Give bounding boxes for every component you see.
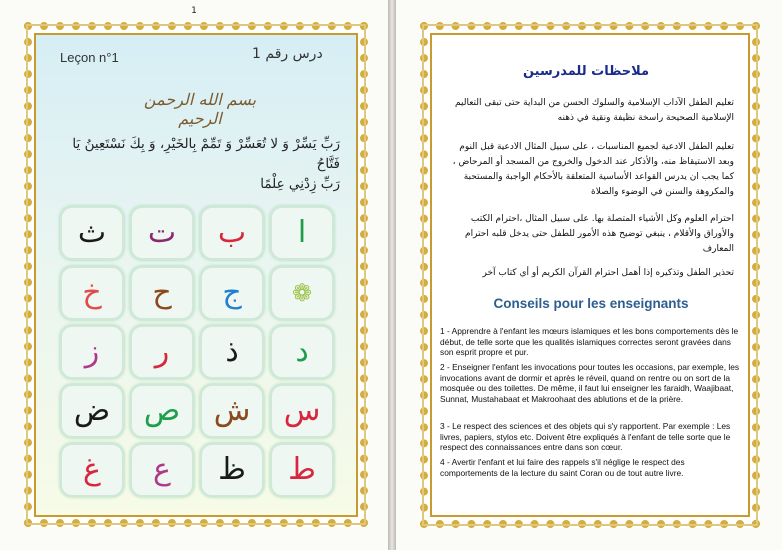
arabic-letter: ح <box>152 275 172 310</box>
arabic-letter: د <box>295 334 309 369</box>
letter-tile <box>200 443 264 497</box>
arabic-letter: س <box>283 393 321 428</box>
arabic-letter: ت <box>147 215 177 250</box>
basmala-calligraphy: بسم الله الرحمن الرحيم <box>143 90 257 128</box>
arabic-letter: ث <box>77 215 107 250</box>
arabic-letter: ج <box>222 275 242 310</box>
arabic-letter: ش <box>213 393 251 428</box>
page-number: 1 <box>191 6 197 16</box>
ar-paragraph-3: احترام العلوم وكل الأشياء المتصلة بها. على سبيل المثال ،احترام الكتب والأوراق والأقلام ، ينبغي توضيح هذه الأمور للطفل حتى يدخل قلبه احترام المعارف <box>465 214 734 254</box>
lesson-title-fr: Leçon n°1 <box>60 50 119 65</box>
letter-tile <box>200 384 264 438</box>
letter-tile <box>60 206 124 260</box>
notes-title-ar: ملاحظات للمدرسين <box>522 64 650 79</box>
letter-tile-ornament <box>270 266 334 320</box>
fr-paragraph-4: 4 - Avertir l'enfant et lui faire des rappels s'il néglige le respect des comportements de la lecture du saint Coran ou de tout autre livre. <box>440 457 685 478</box>
arabic-letter: ر <box>154 334 170 369</box>
letter-tile <box>270 384 334 438</box>
flower-ornament-icon: ❁ <box>291 279 313 307</box>
letter-tile <box>130 206 194 260</box>
dua-text <box>50 134 340 194</box>
left-page <box>0 0 388 550</box>
letter-tile <box>60 384 124 438</box>
book-gutter <box>388 0 396 550</box>
letter-grid <box>58 204 336 500</box>
right-page <box>396 0 782 550</box>
arabic-letter: ظ <box>218 452 246 487</box>
letter-tile <box>60 266 124 320</box>
letter-tile <box>130 325 194 379</box>
ar-paragraph-4: تحذير الطفل وتذكيره إذا أهمل احترام القرآن الكريم أو أي كتاب آخر <box>482 268 734 278</box>
arabic-letter: ض <box>73 393 111 428</box>
arabic-letter: ط <box>288 452 316 487</box>
fr-paragraph-1: 1 - Apprendre à l'enfant les mœurs islamiques et les bons comportements dès le début, de telle sorte que les qualités islamiques correctes seront gravées dans son esprit propre et pur. <box>440 326 739 358</box>
letter-tile <box>60 325 124 379</box>
letter-tile <box>200 266 264 320</box>
ar-paragraph-2: تعليم الطفل الادعية لجميع المناسبات ، على سبيل المثال الادعية قبل النوم وبعد الاستيقاظ منه، والأذكار عند الدخول والخروج من المسجد أو المرحاض ، كما يجب ان يدرس القواعد الأساسية المتعلقة بالأحكام الواجبة والمستحبة والمكروهة والسنن في الوضوء والصلاة <box>452 142 734 197</box>
letter-tile <box>200 325 264 379</box>
letter-tile <box>270 443 334 497</box>
arabic-letter: ب <box>217 215 247 250</box>
dua-line-2: رَبِّ زِدْنِي عِلْمًا <box>260 176 340 192</box>
ar-paragraph-1: تعليم الطفل الآداب الإسلامية والسلوك الحسن من البداية حتى تبقى التعاليم الإسلامية الصحيحة راسخة نظيفة ونقية في ذهنه <box>455 98 734 123</box>
notes-title-fr: Conseils pour les enseignants <box>493 296 689 311</box>
arabic-letter: ا <box>297 215 307 250</box>
letter-tile <box>270 325 334 379</box>
letter-tile <box>200 206 264 260</box>
arabic-letter: ص <box>143 393 181 428</box>
arabic-letter: ع <box>153 452 171 487</box>
arabic-letter: خ <box>82 275 102 310</box>
letter-tile <box>60 443 124 497</box>
letter-tile <box>130 443 194 497</box>
arabic-letter: ز <box>84 334 100 369</box>
fr-paragraph-2: 2 - Enseigner l'enfant les invocations pour toutes les occasions, par exemple, les invocations avant de dormir et après le réveil, quand on rentre ou on sort de la mosquée ou des toilettes. De même, il faut lui enseigner les faraidh, Waajibaat, Sunnat, Mustahabaat et Makroohaat des ablutions et de la prière. <box>440 362 740 404</box>
fr-paragraph-3: 3 - Le respect des sciences et des objets qui s'y rapportent. Par exemple : Les livres, papiers, stylos etc. Doivent être expliqués à l'enfant de telle sorte que le respect des connaissances entre dans son cœur. <box>440 421 731 453</box>
dua-line-1: رَبِّ يَسِّرْ وَ لا تُعَسِّرْ وَ تَمِّمْ بِالخَيْرِ، وَ بِكَ نَسْتَعِينُ يَا فَتَّاحُ <box>72 136 340 172</box>
letter-tile <box>130 384 194 438</box>
letter-tile <box>270 206 334 260</box>
lesson-title-ar: درس رقم 1 <box>252 46 323 62</box>
arabic-letter: غ <box>83 452 101 487</box>
arabic-letter: ذ <box>225 334 239 369</box>
letter-tile <box>130 266 194 320</box>
